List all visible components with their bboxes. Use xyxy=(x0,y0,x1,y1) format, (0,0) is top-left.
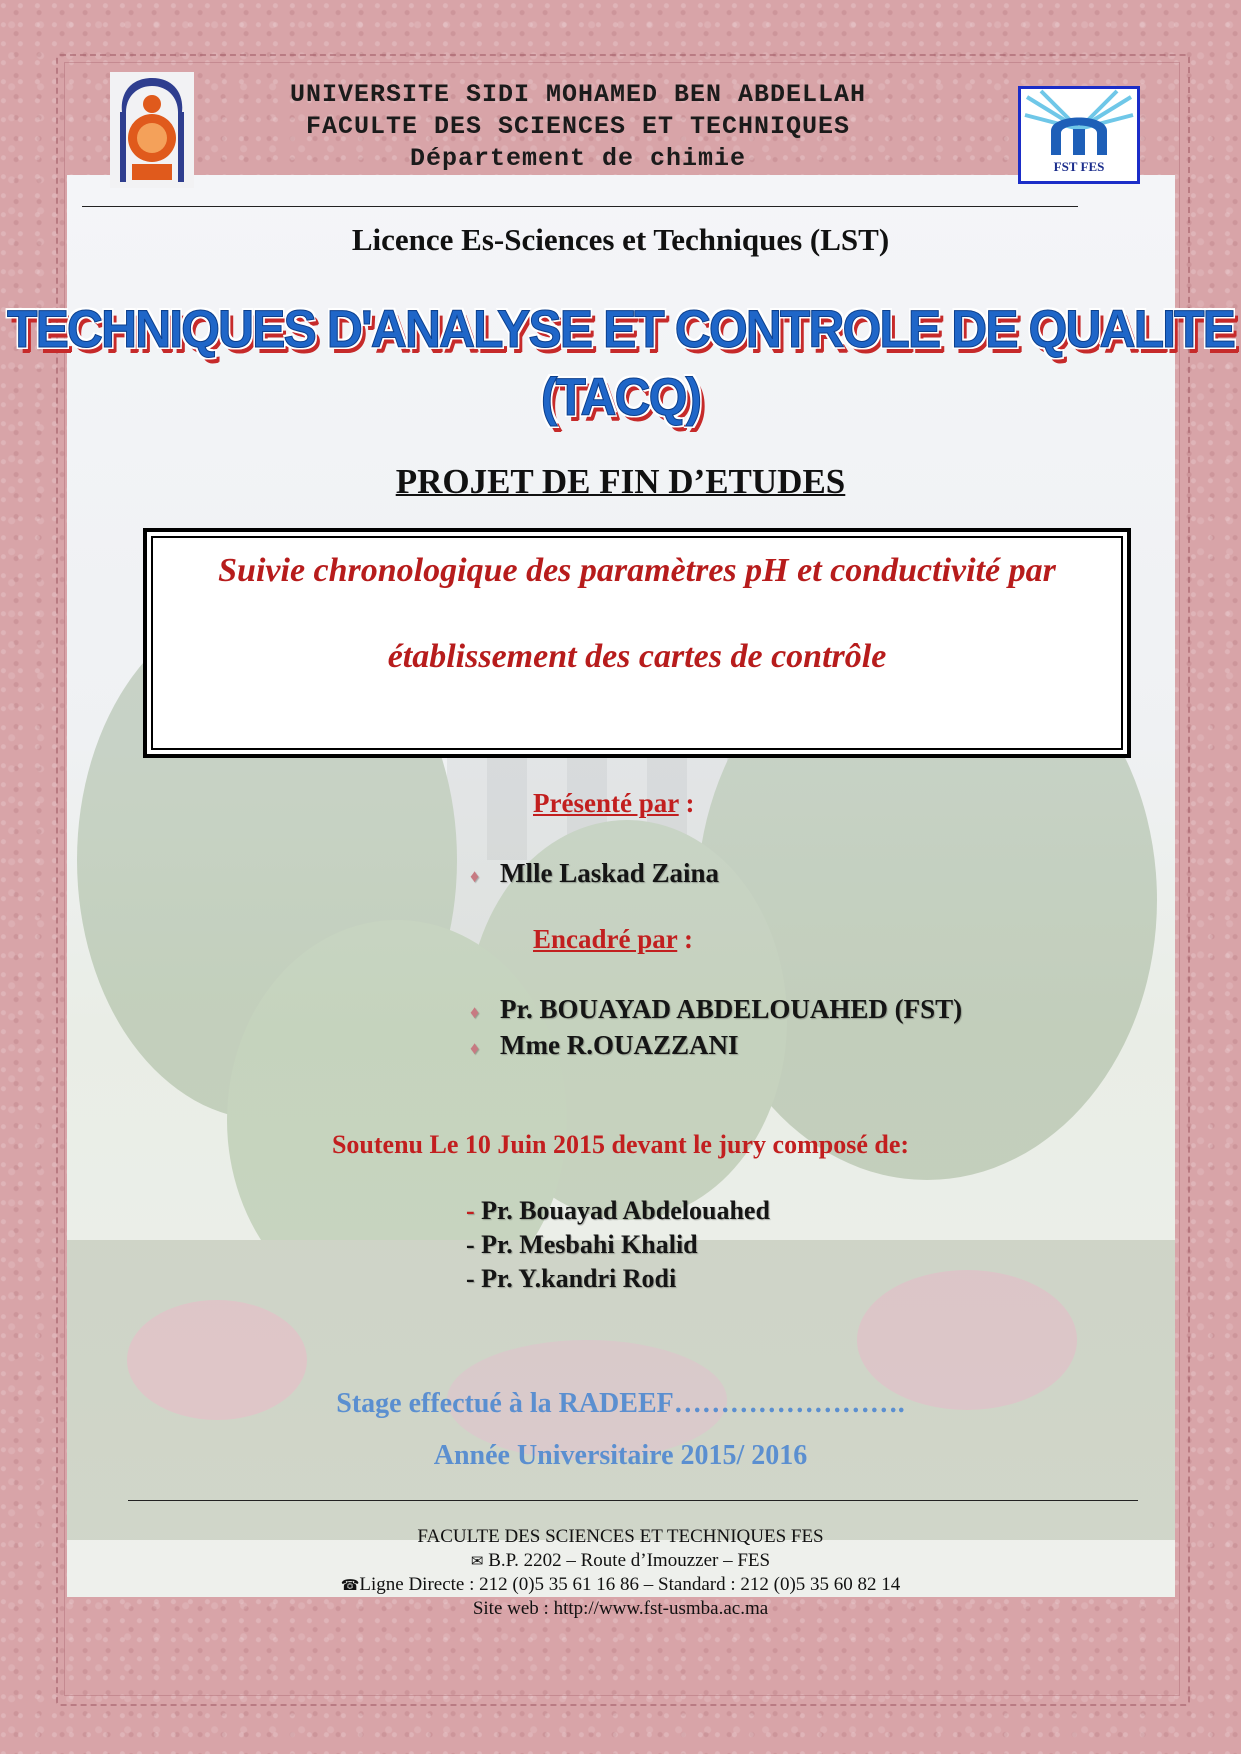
footer-phone-row xyxy=(0,1574,1241,1596)
supervisor-name: Pr. BOUAYAD ABDELOUAHED (FST) xyxy=(500,994,963,1024)
diamond-bullet-icon: ♦ xyxy=(470,1002,480,1022)
project-label xyxy=(0,462,1241,502)
university-name: UNIVERSITE SIDI MOHAMED BEN ABDELLAH xyxy=(289,80,867,109)
footer-divider xyxy=(128,1500,1138,1501)
project-label-text: PROJET DE FIN D’ETUDES xyxy=(395,462,846,501)
presented-by-colon: : xyxy=(678,788,695,818)
supervised-by-label-text: Encadré par xyxy=(533,924,678,954)
footer-phone: Ligne Directe : 212 (0)5 35 61 16 86 – Standard : 212 (0)5 35 60 82 14 xyxy=(359,1574,901,1595)
jury-member xyxy=(466,1264,676,1294)
faculty-name: FACULTE DES SCIENCES ET TECHNIQUES xyxy=(305,112,851,141)
university-logo xyxy=(110,72,194,188)
student-name: Mlle Laskad Zaina xyxy=(500,858,720,888)
supervised-by-label xyxy=(533,924,693,955)
jury-name: Pr. Bouayad Abdelouahed xyxy=(474,1196,770,1225)
subject-box xyxy=(143,528,1131,758)
jury-dash: - xyxy=(466,1196,475,1225)
header-divider xyxy=(82,206,1078,207)
phone-icon: ☎ xyxy=(340,1578,360,1594)
internship-statement: Stage effectué à la RADEEF……………………. xyxy=(336,1388,905,1419)
fst-fes-logo xyxy=(1018,86,1140,184)
program-title-line2: (TACQ) xyxy=(540,367,701,427)
supervisor-name: Mme R.OUAZZANI xyxy=(500,1030,739,1060)
subject-line2: établissement des cartes de contrôle xyxy=(387,638,887,675)
supervisor-item xyxy=(470,994,962,1025)
footer-website: Site web : http://www.fst-usmba.ac.ma xyxy=(472,1598,769,1619)
academic-year: Année Universitaire 2015/ 2016 xyxy=(433,1440,808,1471)
diamond-bullet-icon: ♦ xyxy=(470,866,480,886)
jury-dash: - xyxy=(466,1264,475,1293)
presented-by-label-text: Présenté par xyxy=(533,788,679,818)
jury-member xyxy=(466,1230,698,1260)
jury-name: Pr. Mesbahi Khalid xyxy=(474,1230,698,1259)
department-name: Département de chimie xyxy=(409,144,747,173)
footer-faculty: FACULTE DES SCIENCES ET TECHNIQUES FES xyxy=(417,1526,824,1547)
licence-title: Licence Es-Sciences et Techniques (LST) xyxy=(351,222,890,257)
mailbox-icon: ✉ xyxy=(470,1554,484,1570)
footer-address-row xyxy=(0,1550,1241,1572)
presented-by-label xyxy=(533,788,694,819)
supervised-by-colon: : xyxy=(677,924,694,954)
student-item xyxy=(470,858,719,889)
fst-fes-logo-text: FST FES xyxy=(1053,159,1105,174)
supervisor-item xyxy=(470,1030,738,1061)
footer-address: B.P. 2202 – Route d’Imouzzer – FES xyxy=(488,1550,771,1571)
subject-line1: Suivie chronologique des paramètres pH et conductivité par xyxy=(218,552,1056,589)
program-title-line1: TECHNIQUES D'ANALYSE ET CONTROLE DE QUALITE xyxy=(7,299,1234,359)
jury-member xyxy=(466,1196,770,1226)
jury-dash: - xyxy=(466,1230,475,1259)
defense-statement: Soutenu Le 10 Juin 2015 devant le jury composé de: xyxy=(331,1130,910,1159)
jury-name: Pr. Y.kandri Rodi xyxy=(474,1264,677,1293)
diamond-bullet-icon: ♦ xyxy=(470,1038,480,1058)
